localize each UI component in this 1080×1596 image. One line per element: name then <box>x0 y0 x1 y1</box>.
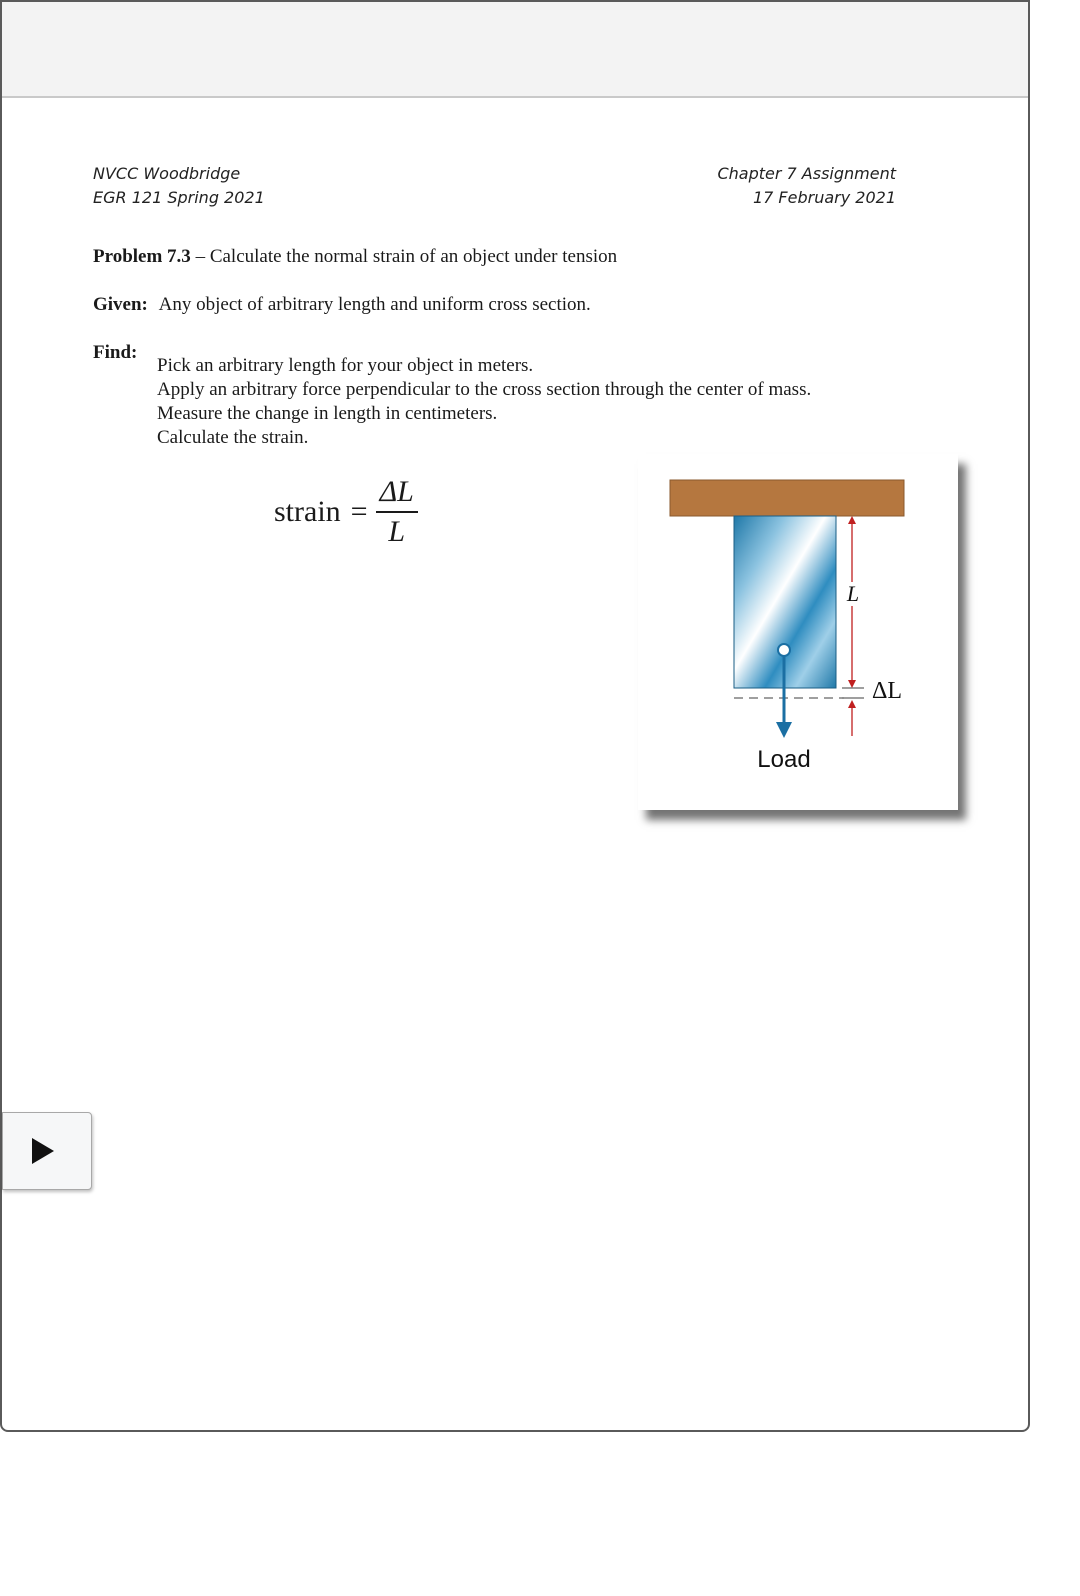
header-right <box>717 162 896 210</box>
find-step: Measure the change in length in centimeters. <box>157 403 498 424</box>
delta-arrow <box>848 700 856 708</box>
assignment-date: 17 February 2021 <box>752 188 896 207</box>
find-label: Find: <box>93 342 138 363</box>
delta-label: ΔL <box>872 678 903 704</box>
formula-equals: = <box>350 495 368 528</box>
tension-figure <box>638 454 958 810</box>
play-icon <box>32 1138 54 1164</box>
load-attachment-point <box>778 644 790 656</box>
ceiling-support <box>670 480 904 516</box>
load-arrow-head <box>776 722 792 738</box>
length-arrow-top <box>848 516 856 524</box>
play-button[interactable] <box>2 1112 92 1190</box>
length-label: L <box>846 581 860 606</box>
given-statement <box>93 294 591 316</box>
find-step: Pick an arbitrary length for your object in meters. <box>157 355 534 376</box>
strain-formula <box>274 472 418 552</box>
given-text: Any object of arbitrary length and uniform cross section. <box>158 294 591 315</box>
problem-dash: – <box>195 246 206 267</box>
problem-statement <box>93 246 617 268</box>
formula-lhs: strain <box>274 495 341 528</box>
load-label: Load <box>757 746 811 773</box>
length-arrow-bottom <box>848 680 856 688</box>
formula-denominator: L <box>388 515 406 548</box>
find-step: Calculate the strain. <box>157 427 309 448</box>
find-label-line <box>93 342 137 364</box>
document-top-bar <box>2 2 1028 98</box>
given-label: Given: <box>93 294 148 315</box>
assignment-title: Chapter 7 Assignment <box>717 164 896 183</box>
find-list <box>157 354 811 450</box>
course-name: EGR 121 Spring 2021 <box>93 188 265 207</box>
formula-fraction <box>376 475 418 549</box>
problem-title: Calculate the normal strain of an object under tension <box>209 246 618 267</box>
find-step: Apply an arbitrary force perpendicular to the cross section through the center of mass. <box>157 379 812 400</box>
tension-diagram <box>638 454 958 810</box>
header-left <box>93 162 265 210</box>
institution-name: NVCC Woodbridge <box>93 164 241 183</box>
problem-label: Problem 7.3 <box>93 246 191 267</box>
formula-numerator: ΔL <box>376 475 418 513</box>
